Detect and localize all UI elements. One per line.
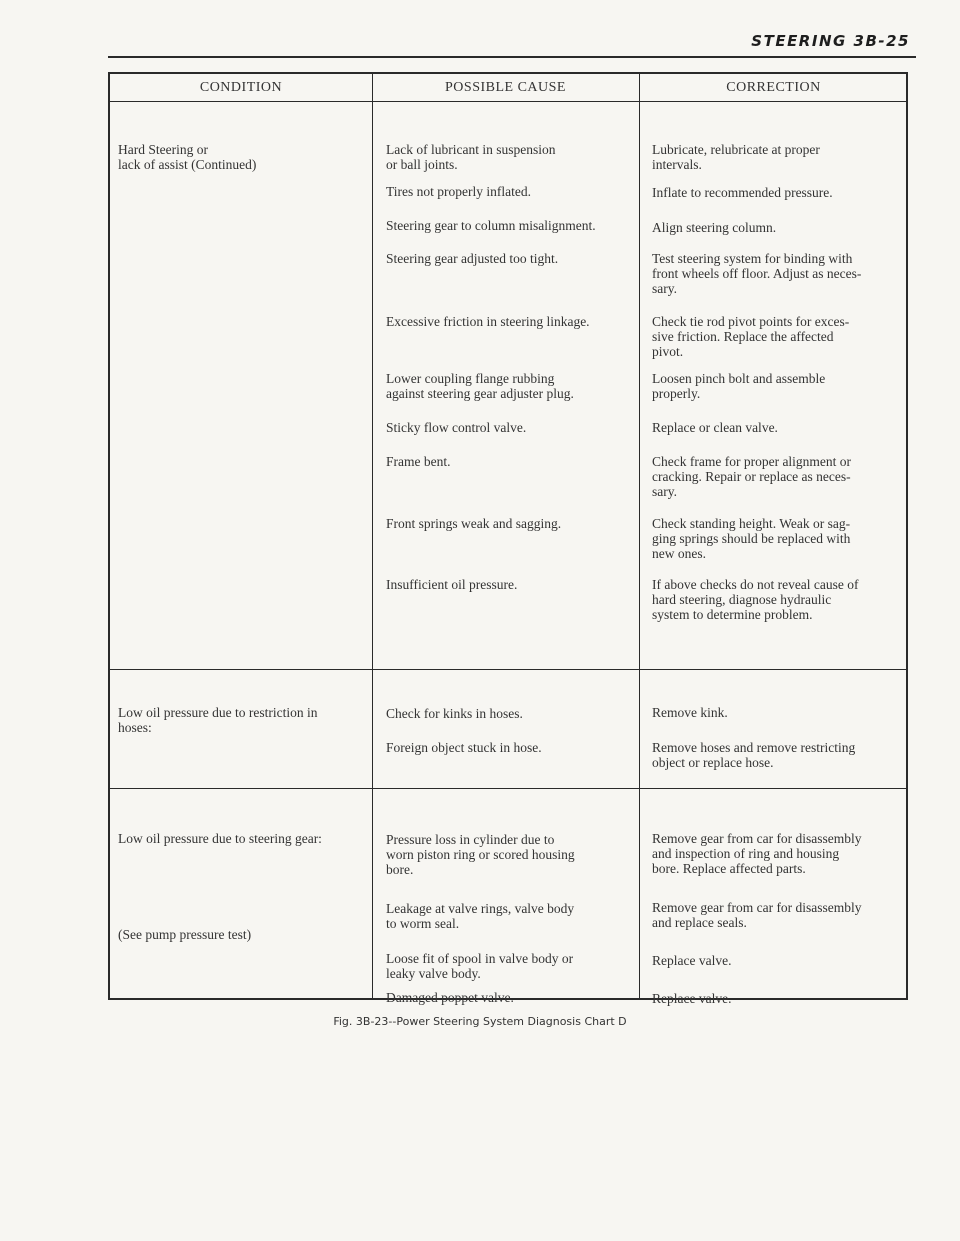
correction-cell xyxy=(652,577,859,622)
cell-line: cracking. Repair or replace as neces- xyxy=(652,469,851,484)
column-divider xyxy=(639,74,640,998)
cause-cell xyxy=(386,314,590,329)
cell-line: Test steering system for binding with xyxy=(652,251,853,266)
cell-line: Front springs weak and sagging. xyxy=(386,516,562,531)
diagnosis-chart xyxy=(108,72,908,1006)
condition-cell xyxy=(118,705,317,735)
page-header-title: STEERING 3B-25 xyxy=(751,32,910,50)
cell-line: and inspection of ring and housing xyxy=(652,846,840,861)
column-header-condition: CONDITION xyxy=(199,80,283,95)
correction-cell xyxy=(652,314,849,359)
condition-cell xyxy=(118,831,322,846)
cell-line: worn piston ring or scored housing xyxy=(386,847,575,862)
condition-cell xyxy=(118,142,256,172)
cell-line: Replace valve. xyxy=(652,991,732,1006)
cause-cell xyxy=(386,990,514,1005)
cause-cell xyxy=(386,706,523,721)
cause-cell xyxy=(386,142,555,172)
cell-line: Hard Steering or xyxy=(118,142,208,157)
cell-line: Low oil pressure due to restriction in xyxy=(118,705,318,720)
correction-cell xyxy=(652,705,728,720)
figure-caption: Fig. 3B-23--Power Steering System Diagnosis Chart D xyxy=(333,1015,627,1028)
cause-cell xyxy=(386,184,531,199)
cell-line: Lubricate, relubricate at proper xyxy=(652,142,820,157)
correction-cell xyxy=(652,454,851,499)
cell-line: Check for kinks in hoses. xyxy=(386,706,523,721)
cell-line: hard steering, diagnose hydraulic xyxy=(652,592,832,607)
cell-line: Pressure loss in cylinder due to xyxy=(386,832,555,847)
correction-cell xyxy=(652,991,731,1006)
correction-cell xyxy=(652,220,776,235)
cell-line: object or replace hose. xyxy=(652,755,774,770)
cell-line: and replace seals. xyxy=(652,915,747,930)
cell-line: Replace valve. xyxy=(652,953,732,968)
cell-line: Tires not properly inflated. xyxy=(386,184,531,199)
cell-line: sive friction. Replace the affected xyxy=(652,329,834,344)
cell-line: hoses: xyxy=(118,720,152,735)
cell-line: to worm seal. xyxy=(386,916,460,931)
cause-cell xyxy=(386,454,450,469)
cell-line: Remove kink. xyxy=(652,705,728,720)
cell-line: against steering gear adjuster plug. xyxy=(386,386,574,401)
section-divider xyxy=(110,788,906,789)
cause-cell xyxy=(386,740,542,755)
cell-line: Align steering column. xyxy=(652,220,777,235)
cell-line: bore. xyxy=(386,862,414,877)
cell-line: Remove gear from car for disassembly xyxy=(652,831,862,846)
cell-line: system to determine problem. xyxy=(652,607,813,622)
cell-line: (See pump pressure test) xyxy=(118,927,252,942)
cause-cell xyxy=(386,516,561,531)
correction-cell xyxy=(652,953,731,968)
cell-line: Remove hoses and remove restricting xyxy=(652,740,856,755)
cell-line: Inflate to recommended pressure. xyxy=(652,185,833,200)
cell-line: Loose fit of spool in valve body or xyxy=(386,951,574,966)
correction-cell xyxy=(652,420,778,435)
cause-cell xyxy=(386,832,575,877)
cell-line: Lower coupling flange rubbing xyxy=(386,371,555,386)
cell-line: bore. Replace affected parts. xyxy=(652,861,806,876)
cell-line: ging springs should be replaced with xyxy=(652,531,851,546)
cell-line: front wheels off floor. Adjust as neces- xyxy=(652,266,862,281)
page-header xyxy=(108,30,916,58)
cell-line: Steering gear adjusted too tight. xyxy=(386,251,559,266)
correction-cell xyxy=(652,831,862,876)
cell-line: or ball joints. xyxy=(386,157,458,172)
cause-cell xyxy=(386,951,573,981)
cell-line: Loosen pinch bolt and assemble xyxy=(652,371,826,386)
cell-line: leaky valve body. xyxy=(386,966,481,981)
cell-line: new ones. xyxy=(652,546,706,561)
cell-line: Excessive friction in steering linkage. xyxy=(386,314,590,329)
cell-line: Leakage at valve rings, valve body xyxy=(386,901,575,916)
cell-line: pivot. xyxy=(652,344,684,359)
cell-line: Check tie rod pivot points for exces- xyxy=(652,314,850,329)
correction-cell xyxy=(652,900,862,930)
correction-cell xyxy=(652,142,820,172)
cell-line: Lack of lubricant in suspension xyxy=(386,142,556,157)
cell-line: Steering gear to column misalignment. xyxy=(386,218,596,233)
cell-line: Remove gear from car for disassembly xyxy=(652,900,862,915)
cell-line: lack of assist (Continued) xyxy=(118,157,257,172)
correction-cell xyxy=(652,371,825,401)
cell-line: Damaged poppet valve. xyxy=(386,990,514,1005)
cell-line: sary. xyxy=(652,281,677,296)
cell-line: Frame bent. xyxy=(386,454,451,469)
cell-line: Low oil pressure due to steering gear: xyxy=(118,831,322,846)
section-divider xyxy=(110,669,906,670)
cause-cell xyxy=(386,577,517,592)
header-divider xyxy=(110,101,906,102)
cell-line: Check frame for proper alignment or xyxy=(652,454,852,469)
correction-cell xyxy=(652,516,850,561)
cell-line: intervals. xyxy=(652,157,702,172)
cell-line: Check standing height. Weak or sag- xyxy=(652,516,851,531)
cause-cell xyxy=(386,251,558,266)
column-header-possible-cause: POSSIBLE CAUSE xyxy=(445,80,566,95)
cell-line: If above checks do not reveal cause of xyxy=(652,577,859,592)
cell-line: Foreign object stuck in hose. xyxy=(386,740,542,755)
cell-line: Sticky flow control valve. xyxy=(386,420,527,435)
cause-cell xyxy=(386,371,574,401)
cell-line: properly. xyxy=(652,386,701,401)
cause-cell xyxy=(386,420,526,435)
correction-cell xyxy=(652,740,855,770)
correction-cell xyxy=(652,185,833,200)
cell-line: Replace or clean valve. xyxy=(652,420,778,435)
condition-cell xyxy=(118,927,251,942)
cause-cell xyxy=(386,901,574,931)
column-divider xyxy=(372,74,373,998)
cause-cell xyxy=(386,218,596,233)
cell-line: Insufficient oil pressure. xyxy=(386,577,518,592)
correction-cell xyxy=(652,251,861,296)
column-header-correction: CORRECTION xyxy=(726,80,821,95)
cell-line: sary. xyxy=(652,484,677,499)
